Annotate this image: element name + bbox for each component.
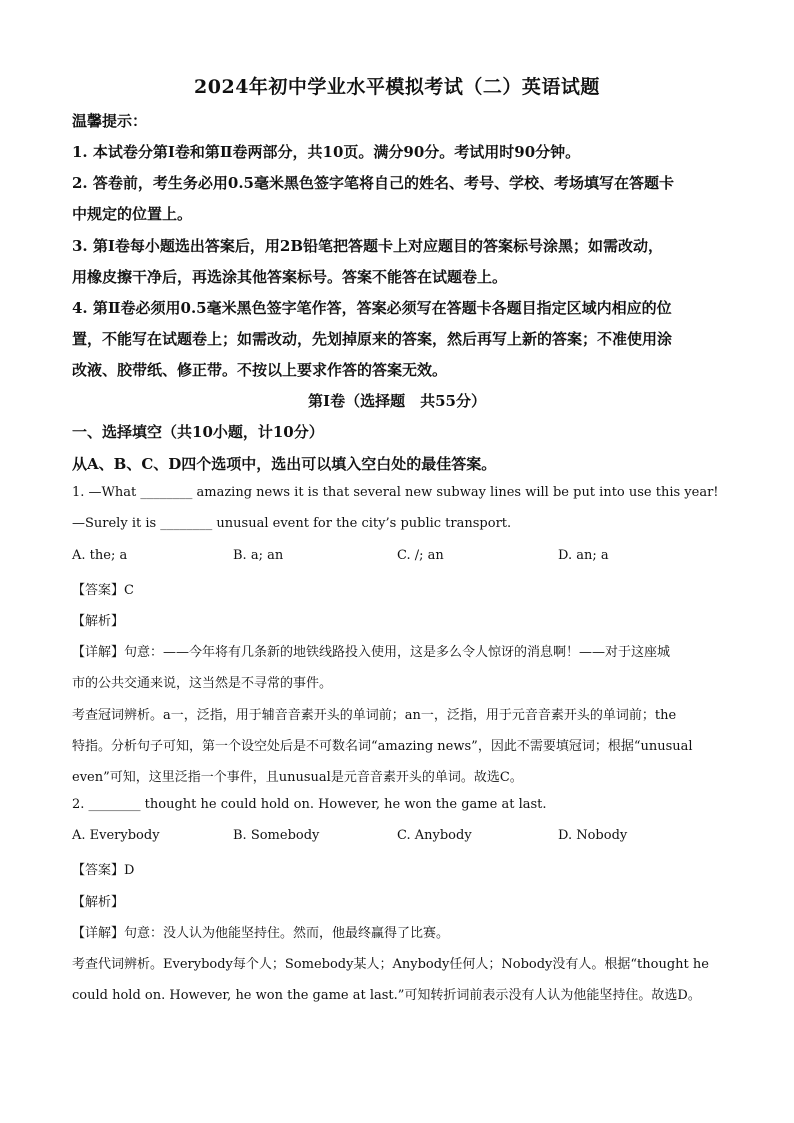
question-2-detail: could hold on. However, he won the game at last.”可知转折词前表示没有人认为他能坚持住。故选D。 <box>72 988 701 1003</box>
question-1-line-1: 1. —What ________ amazing news it is that several new subway lines will be put into use this year! <box>72 485 719 500</box>
notice-item: 4. 第Ⅱ卷必须用0.5毫米黑色签字笔作答，答案必须写在答题卡各题目指定区域内相应的位 <box>72 299 672 317</box>
page-title: 2024年初中学业水平模拟考试（二）英语试题 <box>194 76 600 98</box>
section-heading: 第Ⅰ卷（选择题 共55分） <box>308 392 486 410</box>
question-2-answer: 【答案】D <box>72 863 135 878</box>
notice-item: 2. 答卷前，考生务必用0.5毫米黑色签字笔将自己的姓名、考号、学校、考场填写在答题卡 <box>72 174 674 192</box>
question-1-option-c: C. /; an <box>397 548 444 563</box>
notice-item: 用橡皮擦干净后，再选涂其他答案标号。答案不能答在试题卷上。 <box>72 268 508 286</box>
notice-item: 1. 本试卷分第Ⅰ卷和第Ⅱ卷两部分，共10页。满分90分。考试用时90分钟。 <box>72 143 581 161</box>
notice-item: 置，不能写在试题卷上；如需改动，先划掉原来的答案，然后再写上新的答案；不准使用涂 <box>72 330 673 348</box>
notice-item: 改液、胶带纸、修正带。不按以上要求作答的答案无效。 <box>72 361 448 379</box>
question-2-option-a: A. Everybody <box>72 828 160 843</box>
question-2-option-d: D. Nobody <box>558 828 628 843</box>
question-2-option-c: C. Anybody <box>397 828 472 843</box>
part-heading: 一、选择填空（共10小题，计10分） <box>72 423 324 441</box>
question-1-analysis-label: 【解析】 <box>72 614 125 629</box>
question-1-detail: 【详解】句意：——今年将有几条新的地铁线路投入使用，这是多么令人惊讶的消息啊！——对于这座城 <box>72 645 671 660</box>
question-1-detail: 考查冠词辨析。a一，泛指，用于辅音音素开头的单词前；an一，泛指，用于元音音素开头的单词前；the <box>72 708 677 723</box>
question-1-option-a: A. the; a <box>72 548 128 563</box>
question-1-detail: 特指。分析句子可知，第一个设空处后是不可数名词“amazing news”，因此不需要填冠词；根据“unusual <box>72 739 693 754</box>
question-1-detail: 市的公共交通来说，这当然是不寻常的事件。 <box>72 676 333 691</box>
question-1-option-b: B. a; an <box>233 548 284 563</box>
question-2-line-1: 2. ________ thought he could hold on. However, he won the game at last. <box>72 797 547 812</box>
notice-item: 中规定的位置上。 <box>72 205 193 223</box>
question-2-option-b: B. Somebody <box>233 828 320 843</box>
notice-heading: 温馨提示： <box>72 112 148 130</box>
question-2-analysis-label: 【解析】 <box>72 895 125 910</box>
instruction-text: 从A、B、C、D四个选项中，选出可以填入空白处的最佳答案。 <box>72 455 497 473</box>
notice-item: 3. 第Ⅰ卷每小题选出答案后，用2B铅笔把答题卡上对应题目的答案标号涂黑；如需改动， <box>72 237 664 255</box>
question-2-detail: 考查代词辨析。Everybody每个人；Somebody某人；Anybody任何人；Nobody没有人。根据“thought he <box>72 957 709 972</box>
question-1-detail: even”可知，这里泛指一个事件，且unusual是元音音素开头的单词。故选C。 <box>72 770 523 785</box>
question-2-detail: 【详解】句意：没人认为他能坚持住。然而，他最终赢得了比赛。 <box>72 926 450 941</box>
question-1-answer: 【答案】C <box>72 583 134 598</box>
question-1-line-2: —Surely it is ________ unusual event for the city’s public transport. <box>72 516 512 531</box>
question-1-option-d: D. an; a <box>558 548 609 563</box>
